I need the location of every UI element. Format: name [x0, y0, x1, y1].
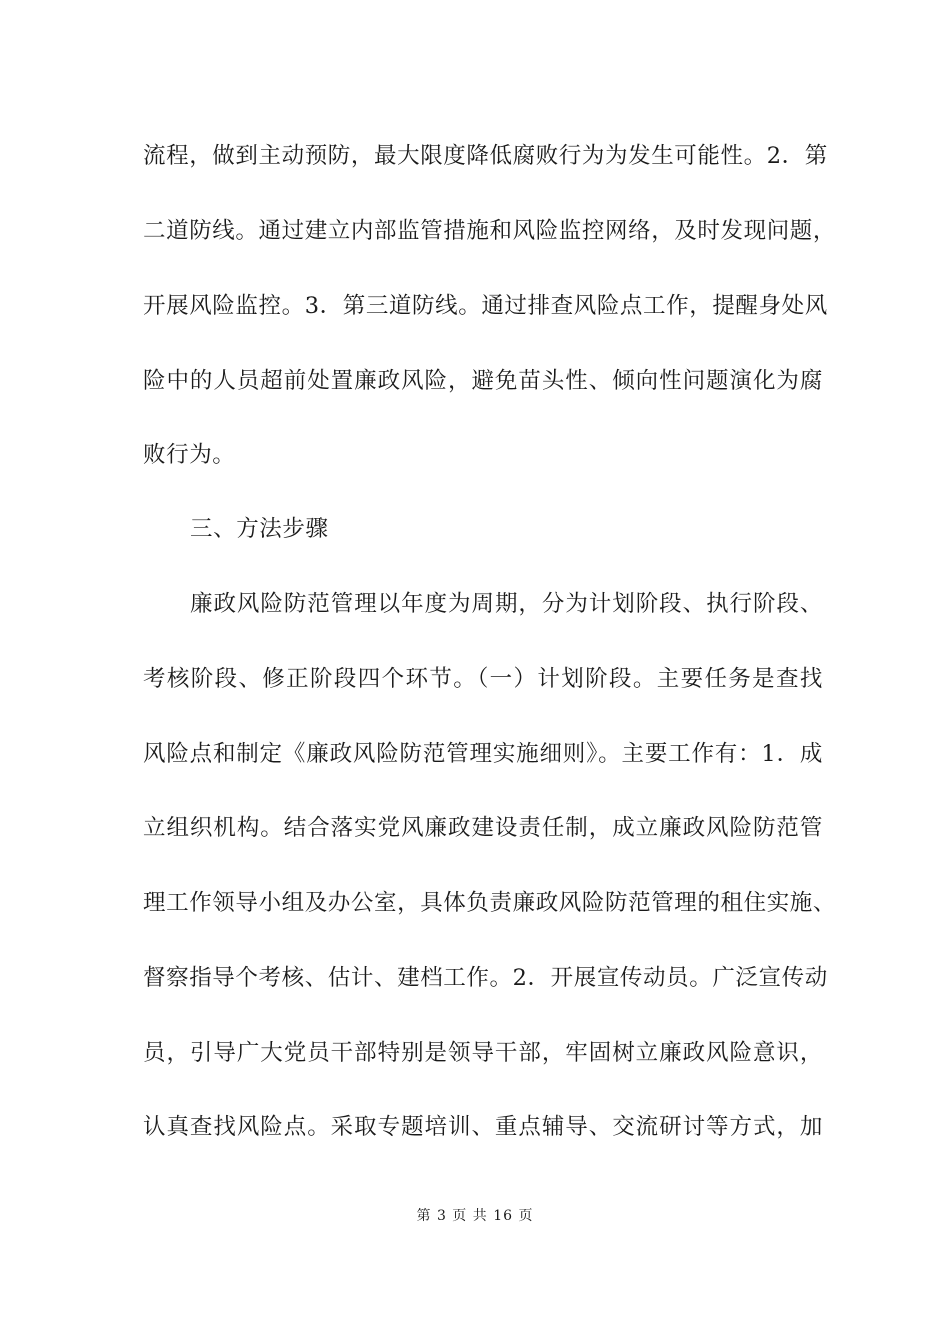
- text-line-1: 流程，做到主动预防，最大限度降低腐败行为为发生可能性。2．第: [143, 143, 828, 169]
- text-line-11: 理工作领导小组及办公室，具体负责廉政风险防范管理的租住实施、: [143, 890, 837, 916]
- page-number-footer: 第 3 页 共 16 页: [416, 1208, 534, 1224]
- text-line-9: 风险点和制定《廉政风险防范管理实施细则》。主要工作有：1．成: [143, 741, 823, 767]
- section-heading: 三、方法步骤: [190, 516, 329, 542]
- text-line-3: 开展风险监控。3．第三道防线。通过排查风险点工作，提醒身处风: [143, 293, 828, 319]
- text-line-4: 险中的人员超前处置廉政风险，避免苗头性、倾向性问题演化为腐: [143, 368, 823, 394]
- text-line-7: 廉政风险防范管理以年度为周期，分为计划阶段、执行阶段、: [190, 591, 823, 617]
- text-line-5: 败行为。: [143, 442, 236, 468]
- text-line-13: 员，引导广大党员干部特别是领导干部，牢固树立廉政风险意识，: [143, 1040, 823, 1066]
- text-line-8: 考核阶段、修正阶段四个环节。（一）计划阶段。主要任务是查找: [143, 666, 823, 692]
- text-line-12: 督察指导个考核、估计、建档工作。2．开展宣传动员。广泛宣传动: [143, 965, 828, 991]
- text-line-2: 二道防线。通过建立内部监管措施和风险监控网络，及时发现问题，: [143, 218, 837, 244]
- text-line-10: 立组织机构。结合落实党风廉政建设责任制，成立廉政风险防范管: [143, 815, 823, 841]
- text-line-14: 认真查找风险点。采取专题培训、重点辅导、交流研讨等方式，加: [143, 1114, 823, 1140]
